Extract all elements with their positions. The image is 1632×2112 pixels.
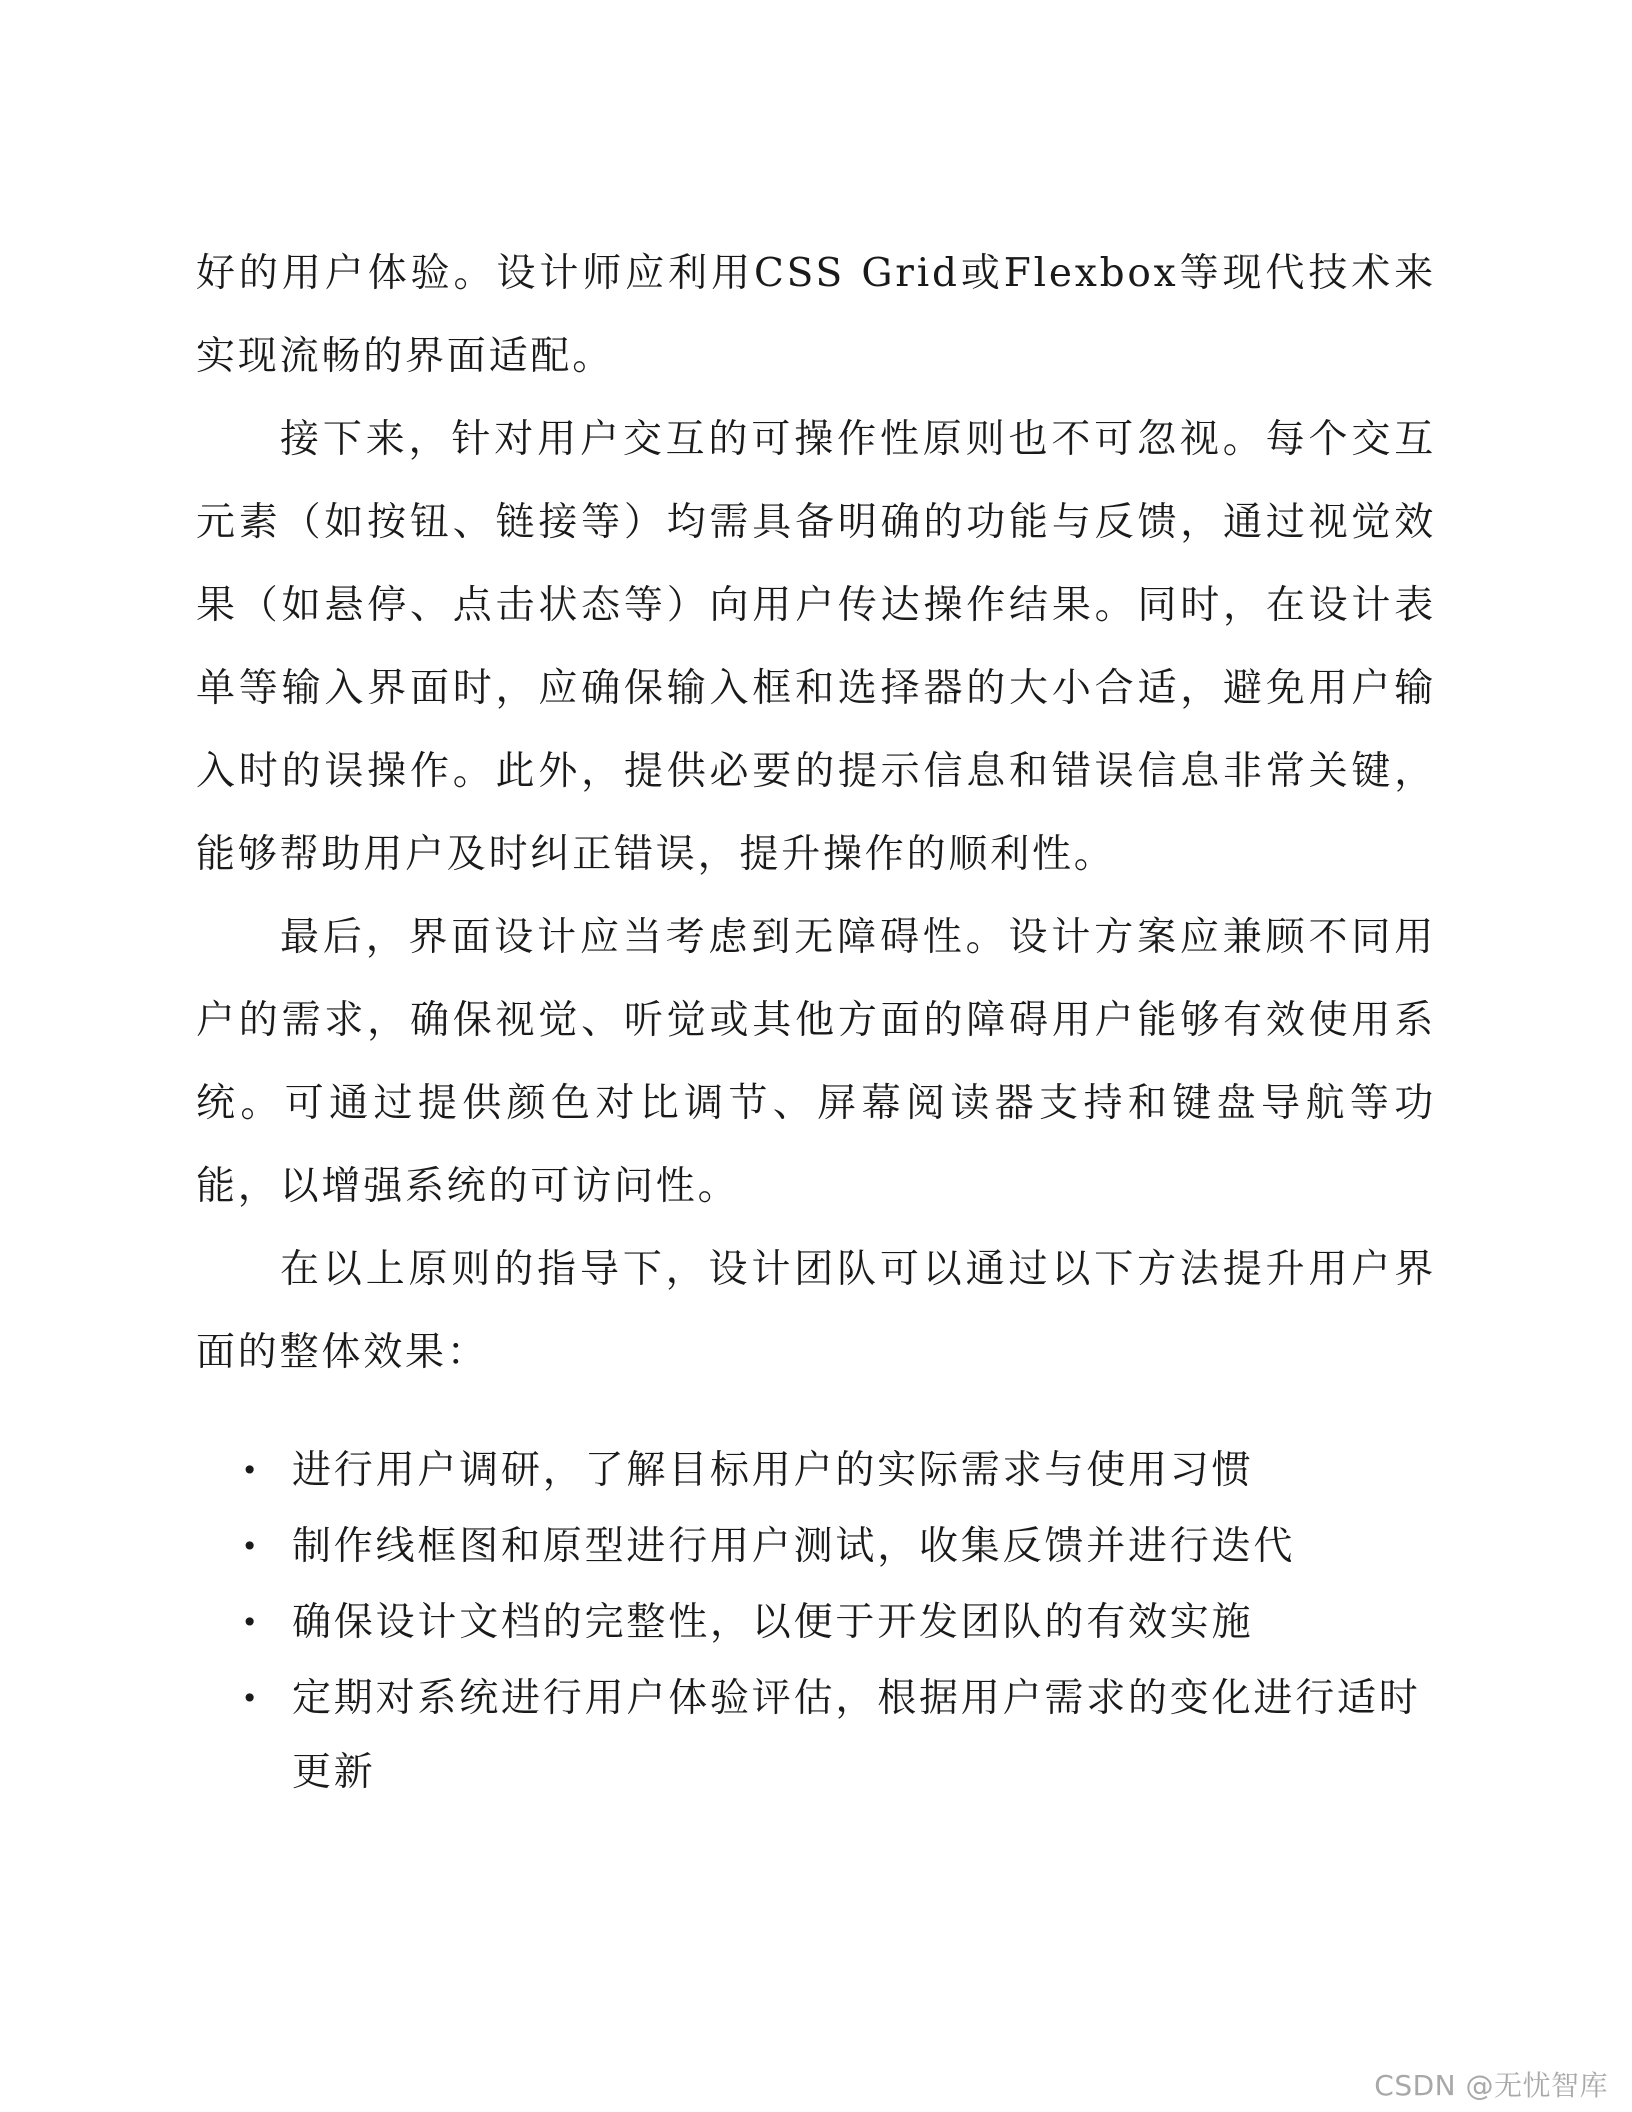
list-item-text: 制作线框图和原型进行用户测试，收集反馈并进行迭代 xyxy=(292,1524,1296,1569)
document-page xyxy=(196,232,1436,1812)
bullet-icon: • xyxy=(241,1606,261,1639)
watermark: CSDN @无忧智库 xyxy=(1374,2069,1608,2102)
list-item-text: 进行用户调研，了解目标用户的实际需求与使用习惯 xyxy=(292,1448,1254,1493)
bullet-icon: • xyxy=(241,1530,261,1563)
paragraph-4: 在以上原则的指导下，设计团队可以通过以下方法提升用户界面的整体效果： xyxy=(196,1247,1436,1375)
list-item-text: 确保设计文档的完整性，以便于开发团队的有效实施 xyxy=(292,1600,1254,1645)
list-item xyxy=(196,1434,1436,1508)
list-item xyxy=(196,1662,1436,1810)
list-item xyxy=(196,1510,1436,1584)
paragraph-1: 好的用户体验。设计师应利用CSS Grid或Flexbox等现代技术来实现流畅的界面适配。 xyxy=(196,251,1436,379)
method-list xyxy=(196,1434,1436,1810)
paragraph-3: 最后，界面设计应当考虑到无障碍性。设计方案应兼顾不同用户的需求，确保视觉、听觉或其他方面的障碍用户能够有效使用系统。可通过提供颜色对比调节、屏幕阅读器支持和键盘导航等功能，以增强系统的可访问性。 xyxy=(196,915,1436,1209)
paragraph-2: 接下来，针对用户交互的可操作性原则也不可忽视。每个交互元素（如按钮、链接等）均需具备明确的功能与反馈，通过视觉效果（如悬停、点击状态等）向用户传达操作结果。同时，在设计表单等输入界面时，应确保输入框和选择器的大小合适，避免用户输入时的误操作。此外，提供必要的提示信息和错误信息非常关键，能够帮助用户及时纠正错误，提升操作的顺利性。 xyxy=(196,417,1436,877)
list-item-text: 定期对系统进行用户体验评估，根据用户需求的变化进行适时更新 xyxy=(292,1676,1421,1795)
bullet-icon: • xyxy=(241,1682,261,1715)
bullet-icon: • xyxy=(241,1454,261,1487)
list-item xyxy=(196,1586,1436,1660)
